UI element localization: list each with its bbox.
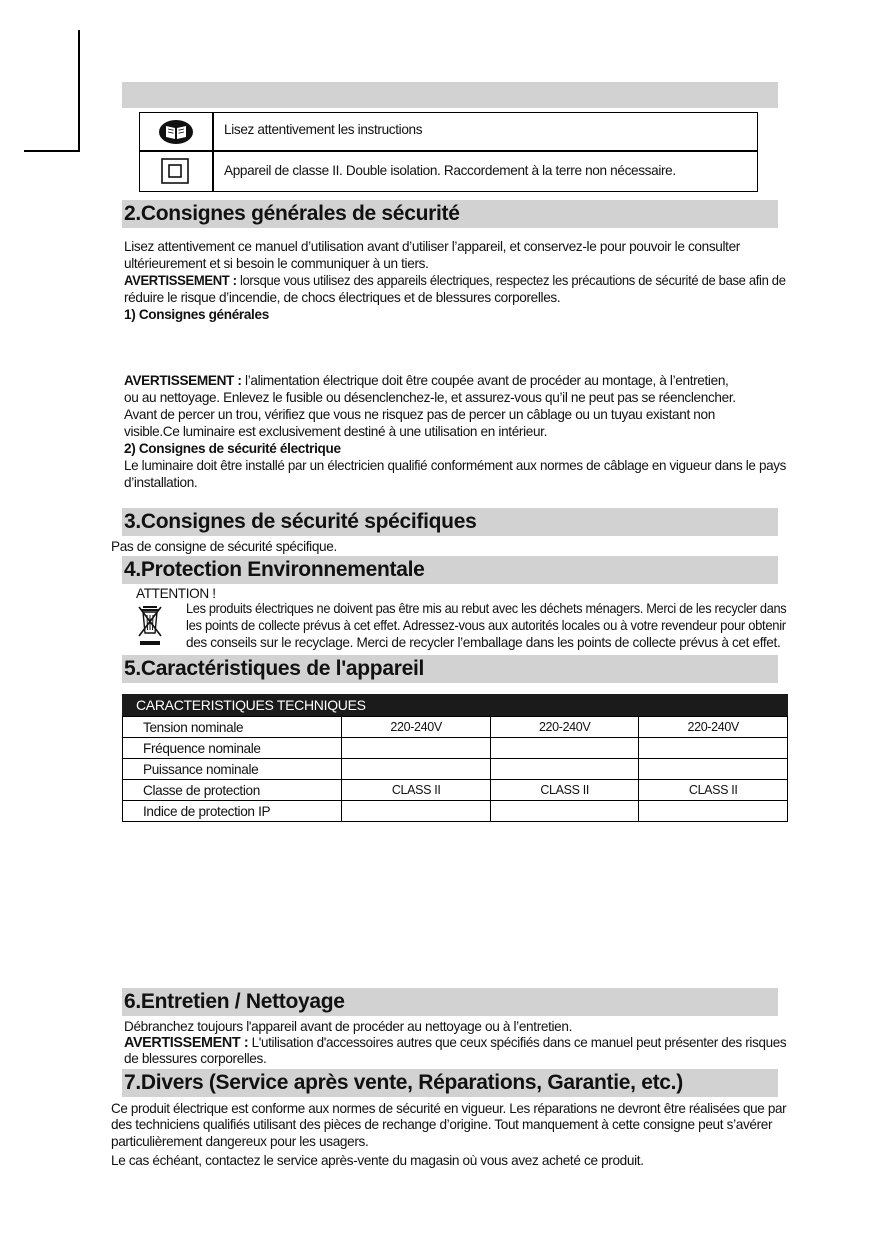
spec-value [490, 738, 639, 759]
s6-line-1: Débranchez toujours l'appareil avant de procéder au nettoyage ou à l’entretien. [124, 1019, 573, 1034]
warning-label: AVERTISSEMENT : [124, 373, 242, 388]
spec-value [639, 801, 788, 822]
s2-line-4: réduire le risque d’incendie, de chocs électriques et de blessures corporelles. [124, 290, 561, 305]
symbol-table [139, 112, 758, 192]
warning-label: AVERTISSEMENT : [124, 273, 237, 288]
s2-subheading-1: 1) Consignes générales [124, 307, 269, 322]
spec-label: Classe de protection [123, 780, 342, 801]
spec-value [490, 801, 639, 822]
s7-line-3: particulièrement dangereux pour les usagers. [111, 1134, 369, 1149]
s6-line-3: de blessures corporelles. [124, 1051, 267, 1066]
section-5-title: 5.Caractéristiques de l'appareil [124, 657, 425, 680]
s2-line-2: ultérieurement et si besoin le communiquer à un tiers. [124, 256, 429, 271]
spec-value [639, 738, 788, 759]
spec-label: Puissance nominale [123, 759, 342, 780]
symbol-text-instructions: Lisez attentivement les instructions [224, 122, 423, 137]
spec-value [342, 801, 491, 822]
top-section-bar [122, 82, 778, 108]
spec-table-title: CARACTERISTIQUES TECHNIQUES [122, 694, 788, 716]
s2-line-6: ou au nettoyage. Enlevez le fusible ou désenclenchez-le, et assurez-vous qu’il ne peut pas se réenclencher. [124, 390, 736, 405]
crossed-bin-icon [137, 603, 163, 647]
spec-label: Tension nominale [123, 717, 342, 738]
spec-value: CLASS II [342, 780, 491, 801]
s4-line-2: les points de collecte prévus à cet effet. Adressez-vous aux autorités locales ou à votre revendeur pour obtenir [186, 618, 786, 633]
table-row [123, 801, 788, 822]
s7-line-1: Ce produit électrique est conforme aux normes de sécurité en vigueur. Les réparations ne devront être réalisées que par [111, 1101, 787, 1116]
s2-subheading-2: 2) Consignes de sécurité électrique [124, 441, 341, 456]
section-3-title: 3.Consignes de sécurité spécifiques [124, 510, 477, 533]
book-icon [158, 119, 194, 145]
spec-value: 220-240V [639, 717, 788, 738]
spec-value: CLASS II [639, 780, 788, 801]
section-4-title: 4.Protection Environnementale [124, 558, 425, 581]
spec-value [639, 759, 788, 780]
double-square-icon [161, 158, 189, 184]
s2-warning-1: AVERTISSEMENT : lorsque vous utilisez des appareils électriques, respectez les précautions de sécurité de base afin de [124, 273, 786, 288]
s7-line-4: Le cas échéant, contactez le service après-vente du magasin où vous avez acheté ce produit. [111, 1153, 644, 1168]
table-row [123, 738, 788, 759]
s3-line-1: Pas de consigne de sécurité spécifique. [111, 539, 337, 554]
s4-attention: ATTENTION ! [136, 586, 216, 601]
spec-value: 220-240V [342, 717, 491, 738]
s7-line-2: des techniciens qualifiés utilisant des pièces de rechange d’origine. Tout manquement à cette consigne peut s’avérer [111, 1117, 773, 1132]
table-row [123, 759, 788, 780]
s2-line-10: d’installation. [124, 475, 198, 490]
s2-warning-2: AVERTISSEMENT : l’alimentation électrique doit être coupée avant de procéder au montage, à l’entretien, [124, 373, 729, 388]
table-row [123, 717, 788, 738]
section-6-title: 6.Entretien / Nettoyage [124, 990, 345, 1013]
crop-mark-horizontal [24, 150, 80, 152]
spec-value [342, 759, 491, 780]
spec-value: CLASS II [490, 780, 639, 801]
symbol-text-class-ii: Appareil de classe II. Double isolation. Raccordement à la terre non nécessaire. [224, 163, 676, 178]
s2-line-9: Le luminaire doit être installé par un électricien qualifié conformément aux normes de câblage en vigueur dans le pays [124, 458, 786, 473]
s6-warning: AVERTISSEMENT : L'utilisation d'accessoires autres que ceux spécifiés dans ce manuel peut présenter des risques [124, 1035, 787, 1051]
crop-mark-vertical [78, 30, 80, 152]
spec-value [342, 738, 491, 759]
s4-line-3: des conseils sur le recyclage. Merci de recycler l’emballage dans les points de collecte prévus à cet effet. [186, 635, 781, 650]
s4-line-1: Les produits électriques ne doivent pas être mis au rebut avec les déchets ménagers. Merci de les recycler dans [186, 601, 787, 616]
section-7-title: 7.Divers (Service après vente, Réparations, Garantie, etc.) [124, 1071, 683, 1094]
section-2-title: 2.Consignes générales de sécurité [124, 202, 460, 225]
spec-value: 220-240V [490, 717, 639, 738]
spec-table [122, 694, 788, 822]
spec-label: Fréquence nominale [123, 738, 342, 759]
s2-line-8: visible.Ce luminaire est exclusivement destiné à une utilisation en intérieur. [124, 424, 548, 439]
s2-line-1: Lisez attentivement ce manuel d’utilisation avant d’utiliser l’appareil, et conservez-le pour pouvoir le consulter [124, 239, 740, 254]
warning-label: AVERTISSEMENT : [124, 1035, 249, 1051]
spec-label: Indice de protection IP [123, 801, 342, 822]
table-row [123, 780, 788, 801]
s2-line-7: Avant de percer un trou, vérifiez que vous ne risquez pas de percer un câblage ou un tuyau existant non [124, 407, 715, 422]
spec-value [490, 759, 639, 780]
